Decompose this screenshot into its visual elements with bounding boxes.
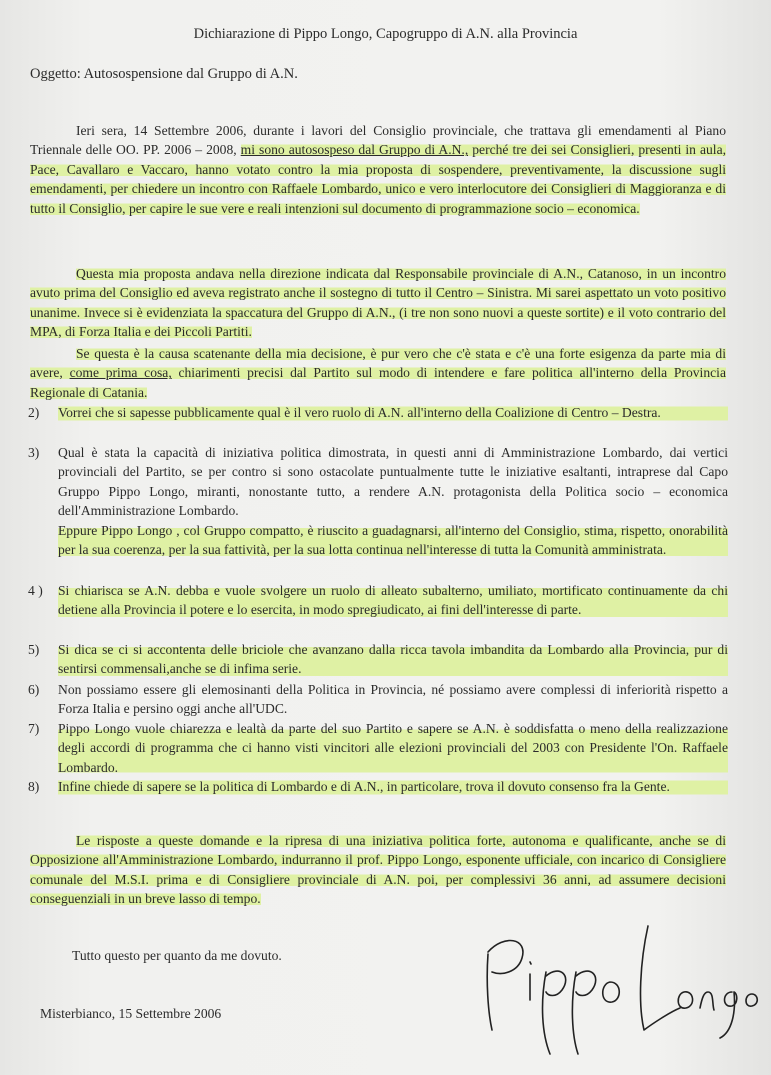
list-item-text-continued: Eppure Pippo Longo , col Gruppo compatto, è riuscito a guadagnarsi, all'interno del Consiglio, stima, rispetto, onorabilità per la sua coerenza, per la sua fattività, per la sua lotta continua nell'interesse di tutta la Comunità amministrata. bbox=[58, 521, 728, 560]
list-item-text: Si dica se ci si accontenta delle briciole che avanzano dalla ricca tavola imbandita da Lombardo alla Provincia, pur di sentirsi commensali,anche se di infima serie. bbox=[58, 640, 728, 679]
paragraph-3-text-b: chiarimenti precisi dal Partito sul modo di intendere e fare politica all'interno della Provincia Regionale di Catania. bbox=[30, 365, 726, 400]
list-item-number: 4 ) bbox=[28, 583, 43, 598]
paragraph-1-text-c: perché tre dei sei Consiglieri, presenti in aula, Pace, Cavallaro e Vaccaro, hanno votato contro la mia proposta di sospendere, preventivamente, la discussione sugli emendamenti, per chiedere un incontro con Raffaele Lombardo, unico e vero interlocutore dei Consiglieri di Maggioranza e di tutto il Consiglio, per capire le sue vere e reali intenzioni sul documento di programmazione socio – economica. bbox=[30, 142, 726, 216]
list-item bbox=[28, 680, 728, 719]
paragraph-3-text-a: Se questa è la causa scatenante della mia decisione, è pur vero che c'è stata e c'è una forte esigenza da parte mia di avere, bbox=[30, 346, 726, 381]
paragraph-3 bbox=[30, 344, 726, 402]
list-item bbox=[28, 443, 728, 559]
list-item-number: 5) bbox=[28, 642, 40, 657]
signature-image bbox=[470, 912, 760, 1062]
list-item-text: Qual è stata la capacità di iniziativa politica dimostrata, in questi anni di Amministrazione Lombardo, dai vertici provinciali del Partito, se per contro si sono ostacolate puntualmente tutte le iniziative esaltanti, intraprese dal Capo Gruppo Pippo Longo, miranti, nonostante tutto, a rendere A.N. protagonista della Politica socio – economica dell'Amministrazione Lombardo. bbox=[58, 445, 728, 519]
paragraph-2-text-a: Questa mia proposta andava nella direzione indicata dal Responsabile provinciale di A.N., Catanoso, in un incontro avuto prima del Consiglio ed aveva registrato anche il sostegno di tutto il Centro – Sinistra. Mi sarei aspettato un voto positivo unanime. bbox=[30, 266, 726, 320]
list-item-text: Pippo Longo vuole chiarezza e lealtà da parte del suo Partito e sapere se A.N. è soddisfatta o meno della realizzazione degli accordi di programma che ci hanno visti vincitori alle elezioni provinciali del 2003 con Presidente l'On. Raffaele Lombardo. bbox=[58, 719, 728, 777]
paragraph-1 bbox=[30, 121, 726, 218]
list-item bbox=[28, 403, 728, 422]
list-item-text: Infine chiede di sapere se la politica di Lombardo e di A.N., in particolare, trova il dovuto consenso fra la Gente. bbox=[58, 777, 728, 796]
paragraph-3-underlined: come prima cosa, bbox=[69, 365, 172, 381]
place-date: Misterbianco, 15 Settembre 2006 bbox=[40, 1006, 222, 1021]
paragraph-2 bbox=[30, 264, 726, 342]
list-item-text: Non possiamo essere gli elemosinanti della Politica in Provincia, né possiamo avere complessi di inferiorità rispetto a Forza Italia e persino oggi anche all'UDC. bbox=[58, 682, 728, 717]
list-item-number: 2) bbox=[28, 405, 40, 420]
paragraph-4-text: Le risposte a queste domande e la ripresa di una iniziativa politica forte, autonoma e qualificante, anche se di Opposizione all'Amministrazione Lombardo, indurranno il prof. Pippo Longo, esponente ufficiale, con incarico di Consigliere comunale del M.S.I. prima e di Consigliere provinciale di A.N. poi, per complessivi 36 anni, ad assumere decisioni conseguenziali in un breve lasso di tempo. bbox=[30, 833, 726, 907]
paragraph-4 bbox=[30, 831, 726, 909]
list-item-number: 3) bbox=[28, 445, 40, 460]
list-item bbox=[28, 719, 728, 777]
closing-line: Tutto questo per quanto da me dovuto. bbox=[72, 948, 282, 963]
list-item-number: 8) bbox=[28, 779, 40, 794]
list-item bbox=[28, 777, 728, 796]
list-item-text: Si chiarisca se A.N. debba e vuole svolgere un ruolo di alleato subalterno, umiliato, mortificato continuamente da chi detiene alla Provincia il potere e lo esercita, in modo spregiudicato, ai fini dell'interesse di parte. bbox=[58, 581, 728, 620]
paragraph-1-text-a: Ieri sera, 14 Settembre 2006, durante i lavori del Consiglio provinciale, che trattava gli emendamenti al Piano Triennale delle OO. PP. 2006 – 2008, bbox=[30, 123, 726, 158]
paragraph-2-text-b: Invece si è evidenziata la spaccatura del Gruppo di A.N., (i tre non sono nuovi a queste sortite) e il voto contrario del MPA, di Forza Italia e dei Piccoli Partiti. bbox=[30, 304, 726, 340]
paragraph-1-highlight: mi sono autosospeso dal Gruppo di A.N., bbox=[240, 142, 469, 158]
list-item-text: Vorrei che si sapesse pubblicamente qual è il vero ruolo di A.N. all'interno della Coalizione di Centro – Destra. bbox=[58, 403, 728, 422]
list-item-number: 6) bbox=[28, 682, 40, 697]
document-subject: Oggetto: Autosospensione dal Gruppo di A.N. bbox=[30, 66, 298, 82]
list-item bbox=[28, 640, 728, 679]
document-title: Dichiarazione di Pippo Longo, Capogruppo di A.N. alla Provincia bbox=[193, 26, 578, 42]
list-item bbox=[28, 581, 728, 620]
list-item-number: 7) bbox=[28, 721, 40, 736]
